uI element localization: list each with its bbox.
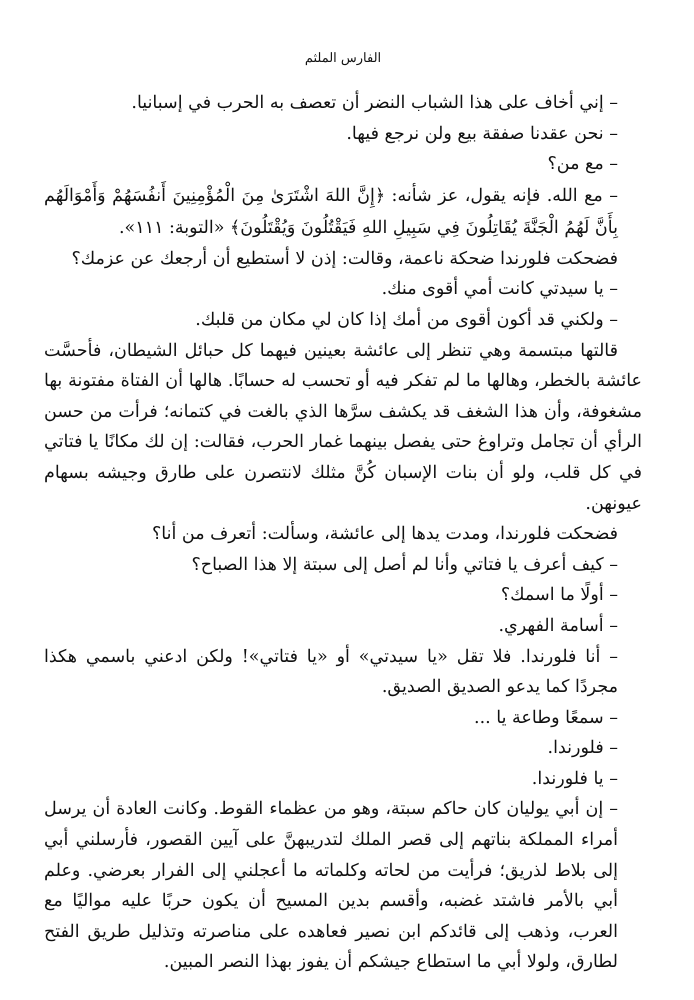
dialogue-line: – أنا فلورندا. فلا تقل «يا سيدتي» أو «يا فتاتي»! ولكن ادعني باسمي هكذا مجردًا كما يدعو الصديق الصديق.	[44, 646, 618, 698]
dialogue-line: – نحن عقدنا صفقة بيع ولن نرجع فيها.	[346, 123, 618, 144]
dialogue-line: – إني أخاف على هذا الشباب النضر أن تعصف به الحرب في إسبانيا.	[131, 93, 618, 113]
narrative-paragraph: فضحكت فلورندا ضحكة ناعمة، وقالت: إذن لا أستطيع أن أرجعك عن عزمك؟	[71, 248, 618, 269]
running-header-title: الفارس الملثم	[304, 51, 382, 66]
dialogue-line: – كيف أعرف يا فتاتي وأنا لم أصل إلى سبتة إلا هذا الصباح؟	[191, 554, 618, 575]
dialogue-line: – ولكني قد أكون أقوى من أمك إذا كان لي مكان من قلبك.	[195, 309, 618, 330]
narrative-paragraph: فضحكت فلورندا، ومدت يدها إلى عائشة، وسألت: أتعرف من أنا؟	[151, 524, 618, 545]
dialogue-line: – يا سيدتي كانت أمي أقوى منك.	[381, 279, 618, 300]
dialogue-line: – مع الله. فإنه يقول، عز شأنه: ﴿إِنَّ اللهَ اشْتَرَىٰ مِنَ الْمُؤْمِنِينَ أَنفُسَهُمْ وَأَمْوَالَهُم بِأَنَّ لَهُمُ الْجَنَّةَ يُقَاتِلُونَ فِي سَبِيلِ اللهِ فَيَقْتُلُونَ وَيُقْتَلُونَ﴾ «التوبة: ١١١».	[44, 185, 618, 238]
dialogue-line: – فلورندا.	[547, 738, 618, 759]
body-text	[44, 88, 642, 978]
dialogue-line: – مع من؟	[547, 154, 618, 175]
dialogue-line: – أسامة الفهري.	[498, 615, 618, 636]
dialogue-line: – سمعًا وطاعة يا ...	[474, 707, 618, 728]
narrative-paragraph: قالتها مبتسمة وهي تنظر إلى عائشة بعينين فيهما كل حبائل الشيطان، فأحسَّت عائشة بالخطر، وهالها ما لم تفكر فيه أو تحسب له حسابًا. هالها أن الفتاة مفتونة بها مشغوفة، وأن هذا الشغف قد يكشف سرَّها الذي بالغت في كتمانه؛ فرأت من حسن الرأي أن تجامل وتراوغ حتى يفصل بينهما غمار الحرب، فقالت: إن لك مكانًا يا فتاتي في كل قلب، ولو أن بنات الإسبان كُنَّ مثلك لانتصرن على طارق وجيشه بسهام عيونهن.	[44, 340, 642, 514]
dialogue-line: – أولًا ما اسمك؟	[500, 585, 618, 606]
dialogue-line: – يا فلورندا.	[531, 768, 618, 789]
dialogue-line: – إن أبي يوليان كان حاكم سبتة، وهو من عظماء القوط. وكانت العادة أن يرسل أمراء المملكة بناتهم إلى قصر الملك لتدريبهنَّ على آيين القصور، فأرسلني أبي إلى بلاط لذريق؛ فرأيت من لحاته وكلماته ما أعجلني إلى الفرار بعرضي. وعلم أبي بالأمر فاشتد غضبه، وأقسم بدين المسيح أن يكون حربًا عليه مواليًا مع العرب، وذهب إلى قائدكم ابن نصير فعاهده على مناصرته وتذليل طريق الفتح لطارق، ولولا أبي ما استطاع جيشكم أن يفوز بهذا النصر المبين.	[44, 799, 618, 973]
